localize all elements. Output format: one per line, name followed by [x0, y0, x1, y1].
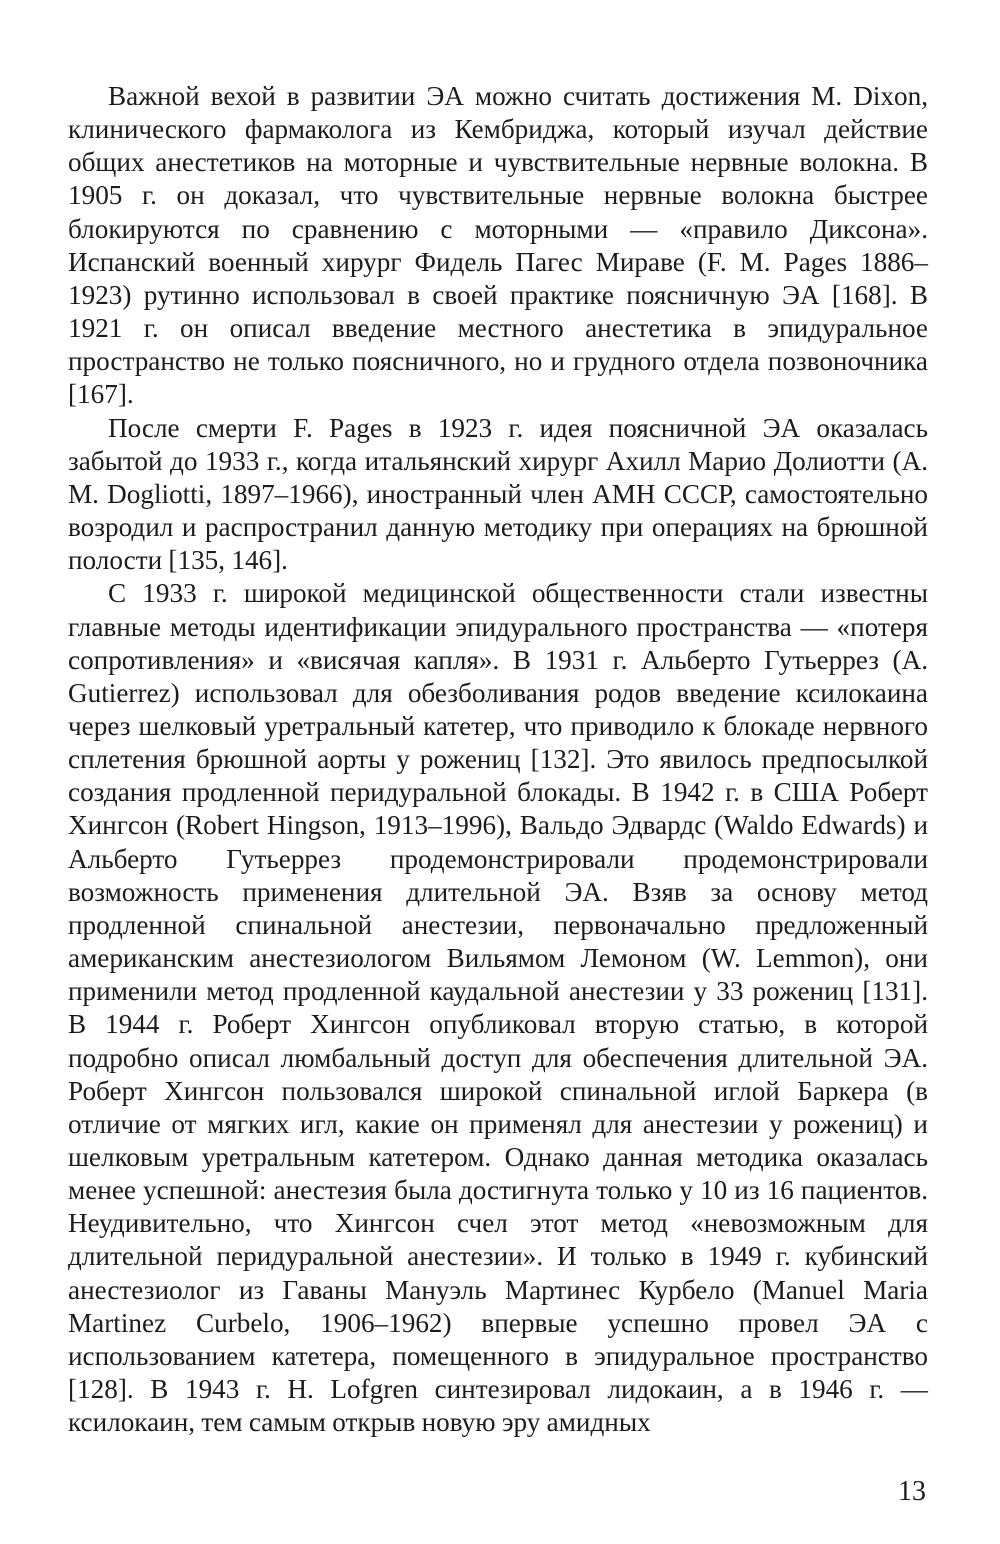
paragraph-dogliotti: После смерти F. Pages в 1923 г. идея поясничной ЭА оказалась забытой до 1933 г., когда итальянский хирург Ахилл Марио Долиотти (A. M. Dogliotti, 1897–1966), иностранный член АМН СССР, самостоятельно возродил и распространил данную методику при операциях на брюшной полости [135, 146].	[68, 412, 928, 576]
paragraph-dixon-pages: Важной вехой в развитии ЭА можно считать достижения M. Dixon, клинического фармаколога из Кембриджа, который изучал действие общих анестетиков на моторные и чувствительные нервные волокна. В 1905 г. он доказал, что чувствительные нервные волокна быстрее блокируются по сравнению с моторными — «правило Диксона». Испанский военный хирург Фидель Пагес Мираве (F. M. Pages 1886–1923) рутинно использовал в своей практике поясничную ЭА [168]. В 1921 г. он описал введение местного анестетика в эпидуральное пространство не только поясничного, но и грудного отдела позвоночника [167].	[68, 81, 928, 410]
page-body	[68, 80, 928, 1439]
page-number: 13	[898, 1476, 926, 1507]
paragraph-epidural-catheter-history: С 1933 г. широкой медицинской общественности стали известны главные методы идентификации эпидурального пространства — «потеря сопротивления» и «висячая капля». В 1931 г. Альберто Гутьеррез (A. Gutierrez) использовал для обезболивания родов введение ксилокаина через шелковый уретральный катетер, что приводило к блокаде нервного сплетения брюшной аорты у рожениц [132]. Это явилось предпосылкой создания продленной перидуральной блокады. В 1942 г. в США Роберт Хингсон (Robert Hingson, 1913–1996), Вальдо Эдвардс (Waldo Edwards) и Альберто Гутьеррез продемонстрировали продемонстрировали возможность применения длительной ЭА. Взяв за основу метод продленной спинальной анестезии, первоначально предложенный американским анестезиологом Вильямом Лемоном (W. Lemmon), они применили метод продленной каудальной анестезии у 33 рожениц [131]. В 1944 г. Роберт Хингсон опубликовал вторую статью, в которой подробно описал люмбальный доступ для обеспечения длительной ЭА. Роберт Хингсон пользовался широкой спинальной иглой Баркера (в отличие от мягких игл, какие он применял для анестезии у рожениц) и шелковым уретральным катетером. Однако данная методика оказалась менее успешной: анестезия была достигнута только у 10 из 16 пациентов. Неудивительно, что Хингсон счел этот метод «невозможным для длительной перидуральной анестезии». И только в 1949 г. кубинский анестезиолог из Гаваны Мануэль Мартинес Курбело (Manuel Maria Martinez Curbelo, 1906–1962) впервые успешно провел ЭА с использованием катетера, помещенного в эпидуральное пространство [128]. В 1943 г. H. Lofgren синтезировал лидокаин, а в 1946 г. — ксилокаин, тем самым открыв новую эру амидных	[68, 578, 928, 1438]
